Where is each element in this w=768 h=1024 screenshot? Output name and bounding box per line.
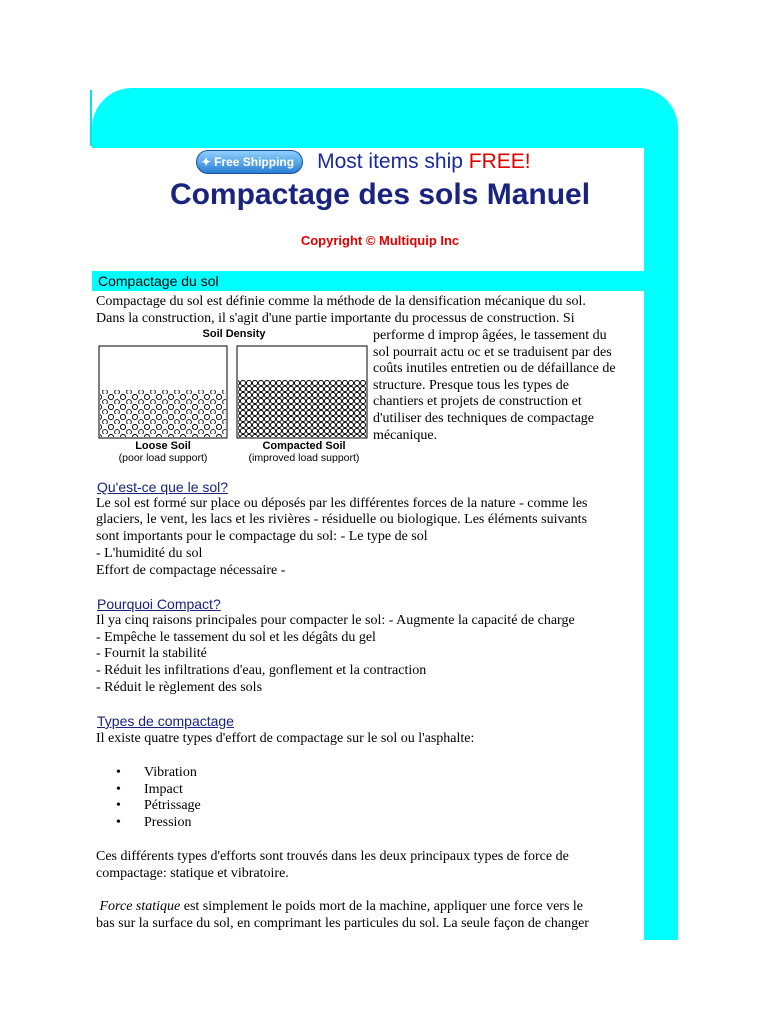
paragraph-line: compactage: statique et vibratoire. [96, 866, 289, 881]
list-item: Impact [144, 782, 183, 797]
bullet-icon: • [116, 782, 121, 797]
loose-soil-particles [100, 390, 226, 437]
shipping-banner [196, 148, 531, 176]
paragraph-line: bas sur la surface du sol, en comprimant les particules du sol. La seule façon de changer [96, 916, 589, 931]
document-title: Compactage des sols Manuel [169, 178, 591, 211]
paragraph-line: sol pourrait actu oc et se traduisent par des [373, 345, 612, 360]
paragraph-line: - Empêche le tassement du sol et les dégâts du gel [96, 630, 376, 645]
paragraph-line: chantiers et projets de construction et [373, 394, 582, 409]
paragraph-line: - Fournit la stabilité [96, 646, 207, 661]
paragraph-line: structure. Presque tous les types de [373, 378, 569, 393]
paragraph-line: Dans la construction, il s'agit d'une partie importante du processus de construction. Si [96, 311, 575, 326]
paragraph-line: glaciers, le vent, les lacs et les rivières - résiduelle ou biologique. Les éléments suivants [96, 512, 588, 527]
paragraph-line: Effort de compactage nécessaire - [96, 563, 286, 578]
paragraph-line: Il ya cinq raisons principales pour compacter le sol: - Augmente la capacité de charge [96, 613, 575, 628]
paragraph-line: coûts inutiles entretien ou de défaillance de [373, 361, 616, 376]
paragraph-line: sont importants pour le compactage du sol: - Le type de sol [96, 529, 428, 544]
list-item: Vibration [144, 765, 197, 780]
decorative-frame-top [92, 88, 678, 148]
paragraph-line: d'utiliser des techniques de compactage [373, 411, 594, 426]
paragraph-line: - L'humidité du sol [96, 546, 203, 561]
paragraph-line: Le sol est formé sur place ou déposés par les différentes forces de la nature - comme les [96, 496, 588, 511]
bullet-icon: • [116, 815, 121, 830]
section-heading: Qu'est-ce que le sol? [97, 479, 229, 495]
decorative-frame-right [644, 140, 678, 940]
section-heading-bar [92, 271, 644, 291]
paragraph-line: Ces différents types d'efforts sont trouvés dans les deux principaux types de force de [96, 849, 569, 864]
star-icon: ✦ [201, 155, 212, 169]
paragraph-line: mécanique. [373, 428, 438, 443]
figure-title: Soil Density [202, 328, 266, 340]
paragraph-line: performe d improp âgées, le tassement du [373, 328, 607, 343]
copyright-line: Copyright © Multiquip Inc [300, 233, 460, 248]
free-shipping-badge: ✦ Free Shipping [196, 150, 303, 174]
loose-soil-caption: Loose Soil (poor load support) [118, 440, 208, 464]
paragraph-line: - Réduit les infiltrations d'eau, gonflement et la contraction [96, 663, 427, 678]
bullet-icon: • [116, 798, 121, 813]
paragraph-line: Force statique est simplement le poids mort de la machine, appliquer une force vers le [99, 899, 584, 914]
section-heading: Compactage du sol [98, 273, 219, 289]
decorative-frame-left [90, 90, 92, 146]
section-heading: Pourquoi Compact? [97, 596, 221, 612]
list-item: Pétrissage [144, 798, 201, 813]
term-force-statique: Force statique [99, 899, 181, 914]
paragraph-line: Il existe quatre types d'effort de compactage sur le sol ou l'asphalte: [96, 731, 475, 746]
bullet-icon: • [116, 765, 121, 780]
compacted-soil-particles [238, 380, 366, 437]
list-item: Pression [144, 815, 192, 830]
soil-density-diagram [96, 344, 372, 454]
compacted-soil-caption: Compacted Soil (improved load support) [248, 440, 360, 464]
paragraph-line: - Réduit le règlement des sols [96, 680, 263, 695]
soil-density-figure [96, 328, 372, 470]
paragraph-line: Compactage du sol est définie comme la méthode de la densification mécanique du sol. [96, 294, 586, 309]
banner-text: Most items ship FREE! [317, 150, 531, 173]
section-heading: Types de compactage [97, 713, 234, 729]
